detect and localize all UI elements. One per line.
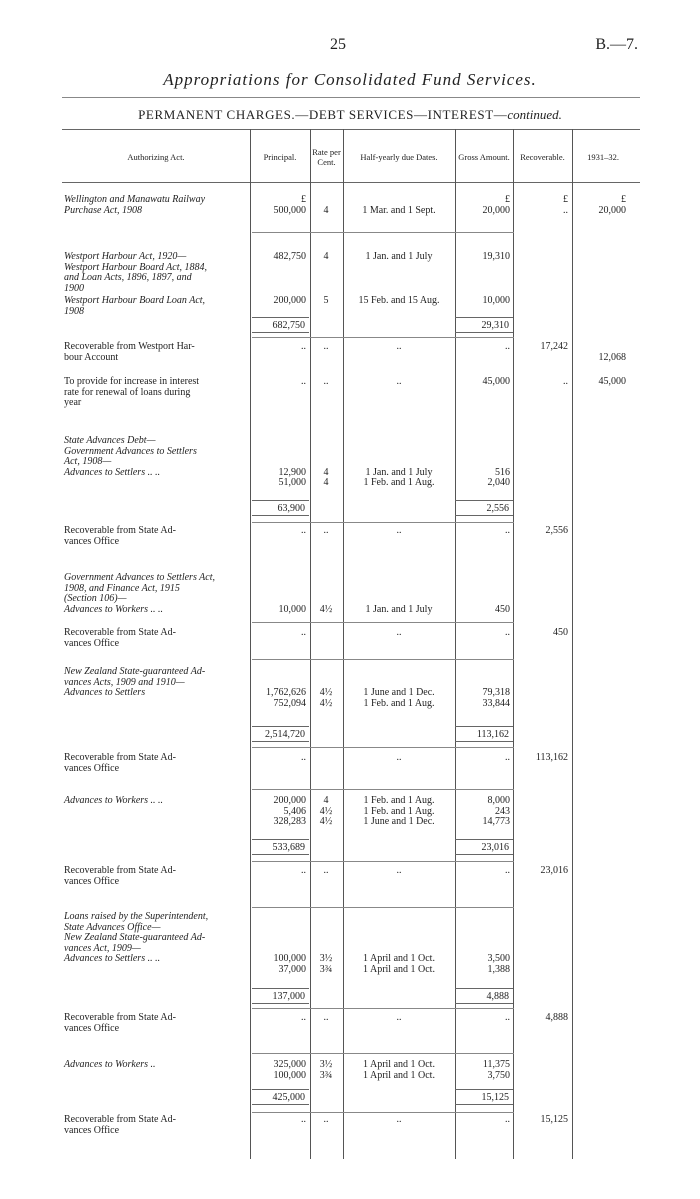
row-gross-cell: £ 20,000 xyxy=(482,194,510,216)
row-principal-cell: .. xyxy=(301,752,306,763)
row-principal-cell: .. xyxy=(301,376,306,387)
row-dates-cell: 1 Mar. and 1 Sept. xyxy=(362,204,436,216)
row-recoverable-cell: 113,162 xyxy=(535,752,568,763)
row-auth-cell: New Zealand State-guaranteed Ad- vances Acts, 1909 and 1910— Advances to Settlers xyxy=(64,666,206,698)
row-auth-cell: Recoverable from State Ad- vances Office xyxy=(64,865,176,887)
row-year-cell: 45,000 xyxy=(598,376,626,387)
row-recoverable-cell: 4,888 xyxy=(545,1012,568,1023)
row-year-cell: 12,068 xyxy=(598,351,626,363)
row-principal-cell: 12,900 51,000 xyxy=(278,466,306,488)
row-auth-cell: Wellington and Manawatu Railway Purchase Act, 1908 xyxy=(64,194,206,216)
row-dates-cell: .. xyxy=(396,341,402,352)
row-gross-cell: .. xyxy=(505,627,510,638)
subtotal-gross: 15,125 xyxy=(455,1089,513,1105)
row-rate-cell: 4 4 xyxy=(323,466,329,488)
column-divider xyxy=(310,129,311,1159)
row-gross-cell: .. xyxy=(505,752,510,763)
column-divider xyxy=(513,129,514,1159)
subtotal-principal: 533,689 xyxy=(252,839,309,855)
row-rate-cell: .. xyxy=(323,865,329,876)
subtotal-principal: 682,750 xyxy=(252,317,309,333)
row-rate-cell: .. xyxy=(323,1114,329,1125)
row-separator xyxy=(252,622,514,623)
row-auth-cell: Westport Harbour Board Loan Act, 1908 xyxy=(64,295,206,317)
row-separator xyxy=(252,747,514,748)
row-dates-cell: 1 April and 1 Oct. 1 April and 1 Oct. xyxy=(363,953,435,975)
row-principal-cell: 1,762,626 752,094 xyxy=(266,687,306,709)
row-rate-cell: 3½ 3¾ xyxy=(319,1059,333,1081)
column-divider xyxy=(343,129,344,1159)
row-separator xyxy=(252,232,514,233)
row-gross-cell: .. xyxy=(505,525,510,536)
row-dates-cell: 1 Feb. and 1 Aug. 1 Feb. and 1 Aug. 1 June and 1 Dec. xyxy=(363,795,435,827)
row-recoverable-cell: 15,125 xyxy=(540,1114,568,1125)
subtotal-gross: 23,016 xyxy=(455,839,513,855)
row-principal-cell: 100,000 37,000 xyxy=(273,953,306,975)
row-auth-cell: Advances to Workers .. xyxy=(64,1059,156,1070)
page-title: Appropriations for Consolidated Fund Services. xyxy=(163,70,537,89)
row-auth-cell: Government Advances to Settlers Act, 1908, and Finance Act, 1915 (Section 106)— Advances to Workers .. .. xyxy=(64,572,215,615)
subtotal-principal: 2,514,720 xyxy=(252,726,309,742)
row-principal-cell: .. xyxy=(301,627,306,638)
row-dates-cell: 1 Jan. and 1 July xyxy=(365,251,433,262)
row-dates-cell: .. xyxy=(396,1012,402,1023)
row-rate-cell: 5 xyxy=(323,295,329,306)
row-gross-cell: 45,000 xyxy=(482,376,510,387)
row-auth-cell: State Advances Debt— Government Advances to Settlers Act, 1908— Advances to Settlers .. .. xyxy=(64,435,197,478)
row-recoverable-cell: 23,016 xyxy=(540,865,568,876)
row-principal-cell: £ 500,000 xyxy=(273,194,306,216)
row-separator xyxy=(252,861,514,862)
row-rate-cell: .. xyxy=(323,525,329,536)
row-auth-cell: Recoverable from State Ad- vances Office xyxy=(64,627,176,649)
row-auth-cell: Recoverable from State Ad- vances Office xyxy=(64,525,176,547)
col-header-recoverable: Recoverable. xyxy=(520,152,565,162)
row-rate-cell: .. xyxy=(323,341,329,352)
subtotal-gross: 4,888 xyxy=(455,988,513,1004)
row-year-cell: £ 20,000 xyxy=(598,194,626,216)
col-header-principal: Principal. xyxy=(263,152,297,162)
row-recoverable-cell: £ .. xyxy=(563,194,568,216)
row-gross-cell: 11,375 3,750 xyxy=(482,1059,510,1081)
row-principal-cell: .. xyxy=(301,865,306,876)
row-separator xyxy=(252,337,514,338)
subtotal-principal: 137,000 xyxy=(252,988,309,1004)
row-principal-cell: 325,000 100,000 xyxy=(273,1059,306,1081)
section-subtitle xyxy=(0,107,700,123)
row-principal-cell: 10,000 xyxy=(278,603,306,615)
row-auth-cell: Westport Harbour Act, 1920— Westport Harbour Board Act, 1884, and Loan Acts, 1896, 1897, and 1900 xyxy=(64,251,207,294)
row-rate-cell: 4 xyxy=(323,204,329,216)
row-separator xyxy=(252,1053,514,1054)
row-recoverable-cell: 2,556 xyxy=(545,525,568,536)
row-rate-cell: 4½ 4½ xyxy=(319,687,333,709)
row-recoverable-cell: .. xyxy=(563,376,568,387)
row-principal-cell: 200,000 xyxy=(273,295,306,306)
row-rate-cell: .. xyxy=(323,1012,329,1023)
col-header-authorizing: Authorizing Act. xyxy=(127,152,185,162)
row-principal-cell: .. xyxy=(301,341,306,352)
row-rate-cell: 4½ xyxy=(319,603,333,615)
header-bottom-rule xyxy=(62,182,640,183)
row-principal-cell: .. xyxy=(301,1114,306,1125)
column-divider xyxy=(250,129,251,1159)
row-gross-cell: 79,318 33,844 xyxy=(482,687,510,709)
document-reference: B.—7. xyxy=(595,36,638,53)
row-dates-cell: 1 Jan. and 1 July 1 Feb. and 1 Aug. xyxy=(363,466,435,488)
row-auth-cell: Recoverable from State Ad- vances Office xyxy=(64,1114,176,1136)
row-gross-cell: .. xyxy=(505,1114,510,1125)
row-separator xyxy=(252,789,514,790)
row-gross-cell: .. xyxy=(505,1012,510,1023)
subtitle-main: PERMANENT CHARGES.—DEBT SERVICES—INTEREST— xyxy=(138,107,508,122)
row-dates-cell: .. xyxy=(396,865,402,876)
row-dates-cell: 1 Jan. and 1 July xyxy=(365,603,433,615)
subtotal-principal: 63,900 xyxy=(252,500,309,516)
row-dates-cell: 15 Feb. and 15 Aug. xyxy=(358,295,440,306)
row-gross-cell: 450 xyxy=(495,603,510,615)
row-dates-cell: .. xyxy=(396,525,402,536)
col-header-gross: Gross Amount. xyxy=(458,152,510,162)
row-auth-cell: Advances to Workers .. .. xyxy=(64,795,164,806)
row-auth-cell: Recoverable from State Ad- vances Office xyxy=(64,1012,176,1034)
row-auth-cell: Loans raised by the Superintendent, State Advances Office— New Zealand State-guaranteed Ad- vances Act, 1909— Advances to Settlers .. .. xyxy=(64,911,209,964)
row-separator xyxy=(252,1112,514,1113)
row-dates-cell: 1 June and 1 Dec. 1 Feb. and 1 Aug. xyxy=(363,687,435,709)
col-header-rate: Rate per Cent. xyxy=(312,147,341,167)
column-divider xyxy=(455,129,456,1159)
subtotal-gross: 29,310 xyxy=(455,317,513,333)
row-separator xyxy=(252,907,514,908)
subtotal-principal: 425,000 xyxy=(252,1089,309,1105)
table-top-rule xyxy=(62,129,640,130)
row-dates-cell: .. xyxy=(396,376,402,387)
row-separator xyxy=(252,659,514,660)
row-separator xyxy=(252,522,514,523)
row-rate-cell: 4 4½ 4½ xyxy=(319,795,333,827)
row-dates-cell: .. xyxy=(396,752,402,763)
row-rate-cell: 3½ 3¾ xyxy=(319,953,333,975)
page-header xyxy=(0,36,700,56)
row-auth-cell: Recoverable from Westport Har- bour Account xyxy=(64,341,195,363)
row-auth-cell: To provide for increase in interest rate for renewal of loans during year xyxy=(64,376,200,408)
row-gross-cell: 516 2,040 xyxy=(487,466,510,488)
row-gross-cell: .. xyxy=(505,341,510,352)
row-gross-cell: 19,310 xyxy=(482,251,510,262)
row-principal-cell: 482,750 xyxy=(273,251,306,262)
row-gross-cell: 8,000 243 14,773 xyxy=(482,795,510,827)
page-number: 25 xyxy=(330,36,346,53)
row-dates-cell: .. xyxy=(396,1114,402,1125)
subtotal-gross: 2,556 xyxy=(455,500,513,516)
row-gross-cell: .. xyxy=(505,865,510,876)
row-principal-cell: .. xyxy=(301,1012,306,1023)
row-dates-cell: 1 April and 1 Oct. 1 April and 1 Oct. xyxy=(363,1059,435,1081)
row-gross-cell: 10,000 xyxy=(482,295,510,306)
row-rate-cell: .. xyxy=(323,376,329,387)
row-principal-cell: 200,000 5,406 328,283 xyxy=(273,795,306,827)
row-auth-cell: Recoverable from State Ad- vances Office xyxy=(64,752,176,774)
row-separator xyxy=(252,1008,514,1009)
row-recoverable-cell: 450 xyxy=(553,627,568,638)
row-dates-cell: .. xyxy=(396,627,402,638)
row-recoverable-cell: 17,242 xyxy=(540,341,568,352)
column-divider xyxy=(572,129,573,1159)
row-gross-cell: 3,500 1,388 xyxy=(487,953,510,975)
row-rate-cell: 4 xyxy=(323,251,329,262)
title-rule xyxy=(62,97,640,98)
subtotal-gross: 113,162 xyxy=(455,726,513,742)
subtitle-continued: continued. xyxy=(507,107,562,122)
col-header-year: 1931–32. xyxy=(587,152,619,162)
col-header-dates: Half-yearly due Dates. xyxy=(360,152,438,162)
row-principal-cell: .. xyxy=(301,525,306,536)
